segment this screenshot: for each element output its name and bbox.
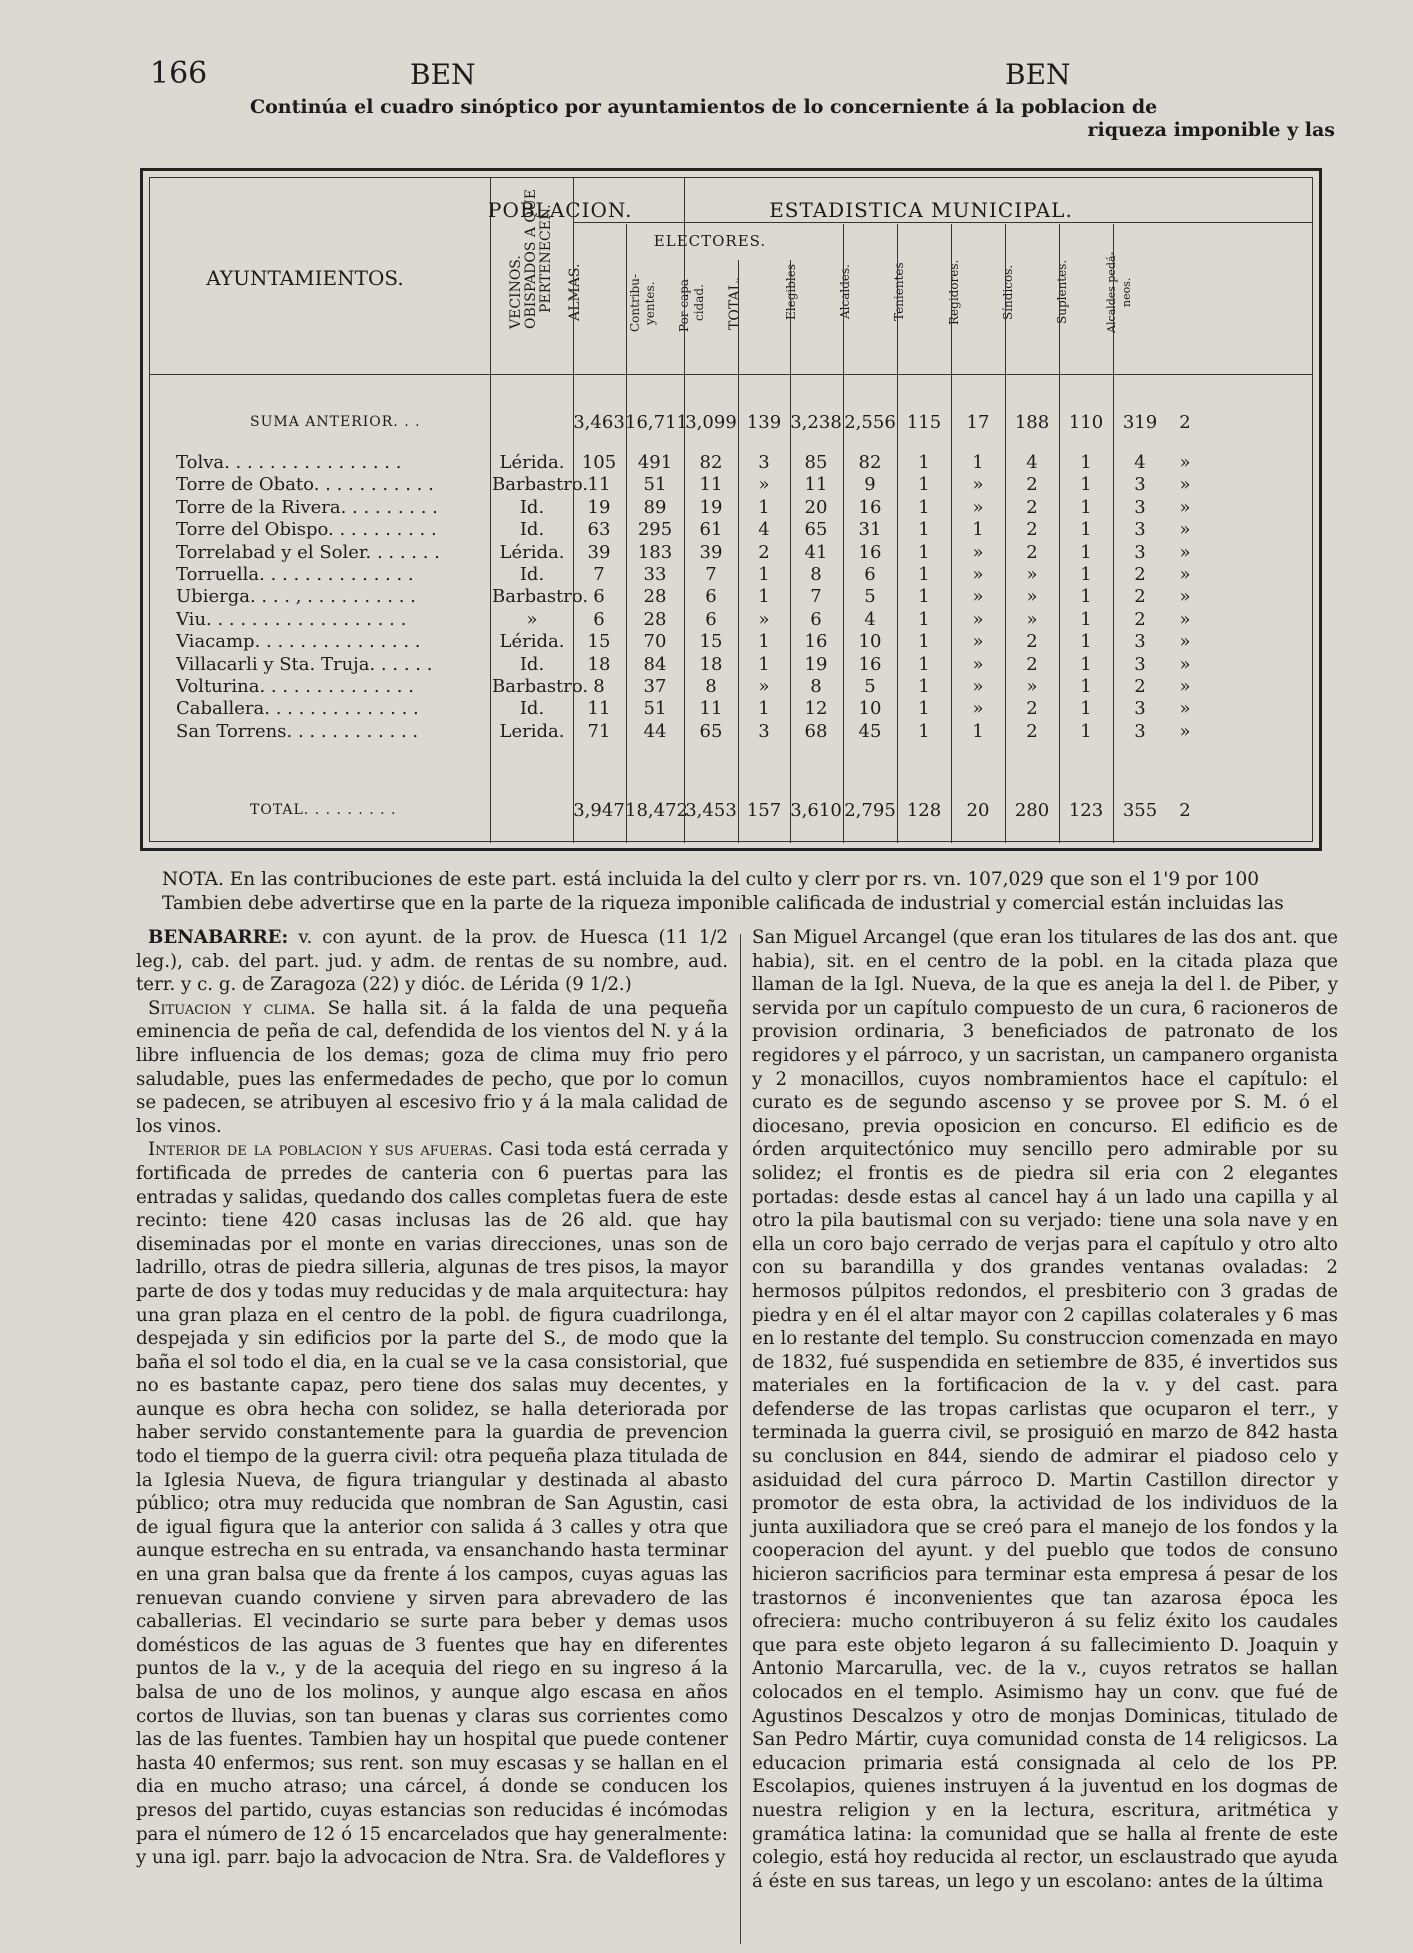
row-cell: 33 [643, 564, 667, 585]
row-cell: 7 [593, 564, 605, 585]
suma-anterior-cell: 3,463 [573, 412, 625, 433]
row-cell: 9 [864, 474, 876, 496]
row-cell: 8 [810, 564, 822, 585]
table-column-rule [951, 224, 952, 843]
row-cell: » [1179, 608, 1191, 630]
row-cell: » [972, 474, 984, 496]
row-cell: 11 [804, 474, 828, 496]
row-cell: 16 [858, 653, 882, 675]
row-obispado: Id. [519, 496, 545, 518]
suma-anterior-cell: 2,556 [844, 412, 896, 433]
col-sindicos: Síndicos. [1001, 264, 1015, 320]
row-cell: 85 [804, 452, 828, 473]
running-head-left: BEN [410, 58, 476, 91]
table-column-rule [490, 178, 491, 843]
row-cell: 1 [972, 519, 984, 541]
row-obispado: Lérida. [499, 631, 565, 653]
suma-anterior-cell: 115 [906, 412, 942, 433]
row-cell: 6 [864, 564, 876, 585]
row-obispado: Id. [519, 698, 545, 720]
total-cell: 280 [1014, 800, 1050, 821]
total-label: TOTAL. . . . . . . . . [250, 802, 397, 818]
row-cell: » [1179, 586, 1191, 608]
row-cell: 3 [1134, 541, 1146, 563]
row-cell: 3 [1134, 698, 1146, 720]
column-divider [740, 934, 741, 1944]
row-obispado: Barbastro. [492, 474, 589, 496]
row-cell: 41 [804, 541, 828, 563]
row-cell: 1 [758, 564, 770, 585]
section-head-interior: Interior de la poblacion y sus afueras. [148, 1139, 494, 1161]
row-cell: 15 [699, 631, 723, 653]
row-cell: 31 [858, 519, 882, 541]
row-cell: » [1179, 496, 1191, 518]
row-cell: 65 [699, 720, 723, 742]
caption-line-2: riqueza imponible y las [1087, 119, 1335, 141]
row-ayuntamiento: Villacarli y Sta. Truja. . . . . . [176, 653, 433, 675]
row-cell: 183 [637, 541, 673, 563]
row-obispado: Id. [519, 653, 545, 675]
row-obispado: Lérida. [499, 452, 565, 473]
row-cell: 7 [705, 564, 717, 585]
suma-anterior-cell: 3,099 [685, 412, 737, 433]
row-cell: 5 [864, 676, 876, 697]
table-column-rule [790, 260, 791, 843]
table-column-rule [897, 224, 898, 843]
row-obispado: Id. [519, 564, 545, 585]
row-cell: 1 [918, 653, 930, 675]
col-alcaldes: Alcaldes. [838, 264, 852, 320]
row-cell: » [758, 608, 770, 630]
table-column-rule [684, 178, 685, 843]
col-almas: ALMAS. [567, 263, 583, 321]
row-cell: 1 [1080, 564, 1092, 585]
row-cell: 1 [1080, 586, 1092, 608]
row-ayuntamiento: Torrelabad y el Soler. . . . . . . [176, 541, 440, 563]
table-column-rule [573, 178, 574, 843]
row-cell: 10 [858, 631, 882, 653]
row-cell: 11 [587, 698, 611, 720]
row-cell: 1 [918, 608, 930, 630]
col-pedaneos: Alcaldes pedá-neos. [1105, 251, 1133, 333]
row-cell: 18 [699, 653, 723, 675]
row-cell: 2 [1134, 676, 1146, 697]
row-cell: 1 [918, 496, 930, 518]
row-cell: 1 [918, 519, 930, 541]
total-cell: 123 [1068, 800, 1104, 821]
row-cell: 6 [593, 586, 605, 608]
row-ayuntamiento: Tolva. . . . . . . . . . . . . . . . [176, 452, 402, 473]
row-ayuntamiento: Torre de la Rivera. . . . . . . . . [176, 496, 438, 518]
row-ayuntamiento: Viu. . . . . . . . . . . . . . . . . . [176, 608, 407, 630]
row-ayuntamiento: San Torrens. . . . . . . . . . . . [176, 720, 419, 742]
row-cell: 7 [810, 586, 822, 608]
row-cell: 1 [1080, 698, 1092, 720]
row-cell: 20 [804, 496, 828, 518]
row-cell: 1 [1080, 452, 1092, 473]
table-column-rule [1005, 224, 1006, 843]
row-cell: 1 [758, 698, 770, 720]
row-cell: 28 [643, 608, 667, 630]
row-ayuntamiento: Torruella. . . . . . . . . . . . . . [176, 564, 414, 585]
row-cell: 3 [1134, 720, 1146, 742]
row-cell: » [1179, 676, 1191, 697]
right-column [752, 926, 1338, 1893]
section-head-situacion: Situacion y clima. [148, 997, 316, 1019]
row-cell: 2 [1134, 564, 1146, 585]
row-cell: » [1179, 564, 1191, 585]
row-cell: 8 [593, 676, 605, 697]
row-cell: 3 [758, 720, 770, 742]
entry-intro: v. con ayunt. de la prov. de Huesca (11 1/2 leg.), cab. del part. jud. y adm. de rentas de su nombre, aud. terr. y c. g. de Zaragoza (22) y dióc. de Lérida (9 1/2.) [136, 927, 728, 996]
row-cell: 2 [1026, 698, 1038, 720]
row-cell: 11 [587, 474, 611, 496]
row-ayuntamiento: Torre del Obispo. . . . . . . . . . [176, 519, 437, 541]
row-cell: 3 [1134, 474, 1146, 496]
row-cell: 1 [918, 474, 930, 496]
suma-anterior-cell: 188 [1014, 412, 1050, 433]
row-cell: 3 [1134, 653, 1146, 675]
suma-anterior-cell: 139 [746, 412, 782, 433]
row-cell: 19 [699, 496, 723, 518]
row-obispado: Lérida. [499, 541, 565, 563]
row-cell: » [972, 676, 984, 697]
row-cell: 61 [699, 519, 723, 541]
row-cell: 2 [1026, 653, 1038, 675]
row-cell: 18 [587, 653, 611, 675]
col-total-electores: TOTAL. [727, 276, 743, 330]
total-cell: 355 [1122, 800, 1158, 821]
row-cell: » [972, 698, 984, 720]
row-cell: » [972, 631, 984, 653]
row-cell: 2 [1134, 608, 1146, 630]
row-cell: 295 [637, 519, 673, 541]
row-cell: 37 [643, 676, 667, 697]
table-column-rule [626, 224, 627, 843]
row-cell: 16 [858, 496, 882, 518]
row-cell: 1 [972, 452, 984, 473]
row-cell: 82 [699, 452, 723, 473]
row-cell: 15 [587, 631, 611, 653]
row-cell: 1 [1080, 631, 1092, 653]
row-cell: » [972, 608, 984, 630]
suma-anterior-cell: 3,238 [790, 412, 842, 433]
row-cell: » [1179, 631, 1191, 653]
table-inner [149, 177, 1313, 842]
row-cell: 51 [643, 698, 667, 720]
row-cell: 6 [593, 608, 605, 630]
row-cell: » [1179, 474, 1191, 496]
table-column-rule [1113, 224, 1114, 843]
row-obispado: » [526, 608, 538, 630]
row-cell: 3 [1134, 631, 1146, 653]
row-cell: 1 [758, 496, 770, 518]
row-cell: 1 [1080, 720, 1092, 742]
row-cell: » [758, 676, 770, 697]
row-ayuntamiento: Volturina. . . . . . . . . . . . . . [176, 676, 414, 697]
row-cell: 1 [1080, 519, 1092, 541]
total-cell: 128 [906, 800, 942, 821]
row-ayuntamiento: Torre de Obato. . . . . . . . . . . [176, 474, 434, 496]
total-cell: 2,795 [844, 800, 896, 821]
row-cell: 1 [918, 586, 930, 608]
row-cell: 3 [758, 452, 770, 473]
col-vecinos: VECINOS. [508, 255, 524, 329]
row-cell: 1 [1080, 474, 1092, 496]
section-situacion: Se halla sit. á la falda de una pequeña eminencia de peña de cal, defendida de los vientos del N. y á la libre influencia de los demas; goza de clima muy frio pero saludable, pues las enfermedades de pecho, que por lo comun se padecen, se atribuyen al escesivo frio y á la mala calidad de los vinos. [136, 997, 728, 1137]
synoptic-table [140, 168, 1322, 851]
row-cell: » [1179, 519, 1191, 541]
table-caption [250, 96, 1335, 142]
caption-line-1: Continúa el cuadro sinóptico por ayuntamientos de lo concerniente á la poblacion de [250, 96, 1158, 118]
row-cell: » [972, 586, 984, 608]
row-cell: » [1026, 676, 1038, 697]
col-elegibles: Elegibles [784, 264, 798, 320]
row-cell: » [972, 564, 984, 585]
row-cell: 1 [972, 720, 984, 742]
note-line-1: NOTA. En las contribuciones de este part. está incluida la del culto y clerr por rs. vn. 107,029 que son el 1'9 por 100 [162, 869, 1259, 890]
row-ayuntamiento: Caballera. . . . . . . . . . . . . . [176, 698, 419, 720]
suma-anterior-cell: 110 [1068, 412, 1104, 433]
row-cell: 1 [1080, 496, 1092, 518]
row-cell: 1 [918, 452, 930, 473]
row-cell: 8 [810, 676, 822, 697]
row-cell: 105 [581, 452, 617, 473]
page-number: 166 [150, 56, 208, 91]
row-cell: 4 [758, 519, 770, 541]
row-cell: 491 [637, 452, 673, 473]
row-ayuntamiento: Viacamp. . . . . . . . . . . . . . . [176, 631, 421, 653]
table-row-rule [150, 374, 1312, 375]
section-interior: Casi toda está cerrada y fortificada de prredes de canteria con 6 puertas para las entradas y salidas, quedando dos calles completas fuera de este recinto: tiene 420 casas inclusas las de 26 ald. que hay diseminadas por el monte en varias direcciones, unas son de ladrillo, otras de piedra silleria, algunas de tres pisos, la mayor parte de dos y todas muy reducidas y de mala arquitectura: hay una gran plaza en el centro de la pobl. de figura cuadrilonga, despejada y sin edificios por la parte del S., de modo que la baña el sol todo el dia, en la cual se ve la casa consistorial, que no es bastante capaz, pero tiene dos salas muy decentes, y aunque es obra hecha con solidez, se halla deteriorada por haber servido constantemente para la guardia de prevencion todo el tiempo de la guerra civil: otra pequeña plaza titulada de la Iglesia Nueva, de figura triangular y destinada al abasto público; otra muy reducida que nombran de San Agustin, casi de igual figura que la anterior con salida á 3 calles y otra que aunque estrecha en su entrada, va ensanchando hasta terminar en una gran balsa que da frente á los campos, cuyas aguas las renuevan cuando conviene y sirven para abrevadero de las caballerias. El vecindario se surte para beber y demas usos domésticos de las aguas de 3 fuentes que hay en diferentes puntos de la v., y de la acequia del riego en su ingreso á la balsa de uno de los molinos, y aunque algo escasa en años cortos de lluvias, son tan buenas y claras sus corrientes como las de las fuentes. Tambien hay un hospital que puede contener hasta 40 enfermos; sus rent. son muy escasas y se hallan en el dia en mucho atraso; una cárcel, á donde se conducen los presos del partido, cuyas estancias son reducidas é incómodas para el número de 12 ó 15 encarcelados que hay generalmente: y una igl. parr. bajo la advocacion de Ntra. Sra. de Valdeflores y [136, 1139, 728, 1869]
row-cell: 4 [1026, 452, 1038, 473]
note-line-2: Tambien debe advertirse que en la parte de la riqueza imponible calificada de industrial y comercial están incluidas las [162, 893, 1284, 914]
row-cell: 1 [1080, 541, 1092, 563]
row-cell: 1 [1080, 608, 1092, 630]
row-cell: 1 [918, 720, 930, 742]
row-cell: 1 [758, 586, 770, 608]
row-cell: 11 [699, 698, 723, 720]
row-cell: » [1026, 564, 1038, 585]
total-cell: 3,610 [790, 800, 842, 821]
row-cell: 4 [864, 608, 876, 630]
row-obispado: Lerida. [499, 720, 565, 742]
col-regidores: Regidores. [947, 259, 961, 325]
row-cell: 39 [587, 541, 611, 563]
row-cell: 63 [587, 519, 611, 541]
row-cell: 71 [587, 720, 611, 742]
row-cell: 2 [1026, 496, 1038, 518]
row-ayuntamiento: Ubierga. . . . , . . . . . . . . . . [176, 586, 416, 608]
row-cell: » [1026, 586, 1038, 608]
row-cell: 2 [758, 541, 770, 563]
row-cell: » [972, 653, 984, 675]
col-ayuntamientos: AYUNTAMIENTOS. [206, 266, 404, 290]
row-cell: 2 [1026, 474, 1038, 496]
row-cell: 1 [758, 653, 770, 675]
row-cell: 82 [858, 452, 882, 473]
row-cell: 70 [643, 631, 667, 653]
row-cell: » [1179, 452, 1191, 473]
table-note [162, 868, 1342, 916]
row-obispado: Barbastro. [492, 676, 589, 697]
row-cell: 39 [699, 541, 723, 563]
row-cell: 1 [918, 564, 930, 585]
row-cell: » [1179, 720, 1191, 742]
row-cell: 19 [587, 496, 611, 518]
row-obispado: Barbastro. [492, 586, 589, 608]
row-cell: 1 [918, 676, 930, 697]
row-cell: 16 [858, 541, 882, 563]
row-cell: 1 [918, 631, 930, 653]
row-obispado: Id. [519, 519, 545, 541]
row-cell: » [972, 496, 984, 518]
col-electores: ELECTORES. [653, 232, 767, 250]
row-cell: 6 [705, 608, 717, 630]
row-cell: » [1179, 653, 1191, 675]
row-cell: 8 [705, 676, 717, 697]
col-capacidad: Por capa-cidad. [677, 274, 706, 332]
total-cell: 3,947 [573, 800, 625, 821]
row-cell: 6 [705, 586, 717, 608]
row-cell: 45 [858, 720, 882, 742]
row-cell: 1 [1080, 676, 1092, 697]
left-column [136, 926, 728, 1870]
row-cell: 12 [804, 698, 828, 720]
table-column-rule [738, 260, 739, 843]
row-cell: 3 [1134, 519, 1146, 541]
total-cell: 18,472 [625, 800, 688, 821]
row-cell: 10 [858, 698, 882, 720]
row-cell: 28 [643, 586, 667, 608]
suma-anterior-cell: 17 [966, 412, 990, 433]
row-cell: » [758, 474, 770, 496]
row-cell: 2 [1134, 586, 1146, 608]
row-cell: 51 [643, 474, 667, 496]
running-head-right: BEN [1005, 58, 1071, 91]
row-cell: » [1179, 698, 1191, 720]
row-cell: 1 [918, 698, 930, 720]
row-cell: 68 [804, 720, 828, 742]
row-cell: » [972, 541, 984, 563]
row-cell: 84 [643, 653, 667, 675]
col-estadistica: ESTADISTICA MUNICIPAL. [769, 198, 1073, 222]
total-cell: 157 [746, 800, 782, 821]
row-cell: 16 [804, 631, 828, 653]
table-column-rule [1059, 224, 1060, 843]
total-cell: 3,453 [685, 800, 737, 821]
suma-anterior-cell: 2 [1179, 412, 1191, 433]
row-cell: » [1026, 608, 1038, 630]
row-cell: 2 [1026, 541, 1038, 563]
row-cell: 4 [1134, 452, 1146, 473]
row-cell: 11 [699, 474, 723, 496]
row-cell: 2 [1026, 519, 1038, 541]
row-cell: 1 [918, 541, 930, 563]
col-obispados: OBISPADOS A QUE PERTENECEN. [523, 189, 554, 329]
col-suplentes: Suplentes. [1055, 259, 1069, 325]
row-cell: 3 [1134, 496, 1146, 518]
total-cell: 2 [1179, 800, 1191, 821]
row-cell: 1 [1080, 653, 1092, 675]
table-row-rule [573, 222, 1312, 223]
row-cell: 6 [810, 608, 822, 630]
row-cell: 89 [643, 496, 667, 518]
entry-headword: BENABARRE: [148, 927, 289, 948]
row-cell: 65 [804, 519, 828, 541]
total-cell: 20 [966, 800, 990, 821]
col-tenientes: Tenientes [892, 262, 906, 322]
col-contribuyentes: Contribu-yentes. [628, 274, 657, 332]
row-cell: » [1179, 541, 1191, 563]
suma-anterior-cell: 16,711 [625, 412, 688, 433]
col-poblacion: POBLACION. [488, 198, 633, 222]
row-cell: 44 [643, 720, 667, 742]
row-cell: 2 [1026, 720, 1038, 742]
row-cell: 2 [1026, 631, 1038, 653]
suma-anterior-label: SUMA ANTERIOR. . . [250, 414, 421, 430]
suma-anterior-cell: 319 [1122, 412, 1158, 433]
row-cell: 1 [758, 631, 770, 653]
table-column-rule [843, 224, 844, 843]
row-cell: 5 [864, 586, 876, 608]
row-cell: 19 [804, 653, 828, 675]
right-column-text: San Miguel Arcangel (que eran los titulares de las dos ant. que habia), sit. en el centro de la pobl. en la citada plaza que llaman de la Igl. Nueva, de la que es aneja la del l. de Piber, y servida por un capítulo compuesto de un cura, 6 racioneros de provision ordinaria, 3 beneficiados de patronato de los regidores y el párroco, y un sacristan, un campanero organista y 2 monacillos, cuyos nombramientos hace el capítulo: el curato es de segundo ascenso y se provee por S. M. ó el diocesano, previa oposicion en concurso. El edificio es de órden arquitectónico muy sencillo pero admirable por su solidez; el frontis es de piedra sil eria con 2 elegantes portadas: desde estas al cancel hay á un lado una capilla y al otro la pila bautismal con su verjado: tiene una sola nave y en ella un coro bajo cerrado de verjas para el capítulo y otro alto con su barandilla y dos grandes ventanas ovaladas: 2 hermosos púlpitos redondos, el presbiterio con 3 gradas de piedra y en él el altar mayor con 2 capillas colaterales y 6 mas en lo restante del templo. Su construccion comenzada en mayo de 1832, fué suspendida en setiembre de 835, é invertidos sus materiales en la fortificacion de la v. y del cast. para defenderse de las tropas carlistas que ocuparon el terr., y terminada la guerra civil, se prosiguió en marzo de 842 hasta su conclusion en 844, siendo de admirar el piadoso celo y asiduidad del cura párroco D. Martin Castillon director y promotor de esta obra, la actividad de los individuos de la junta auxiliadora que se creó para el manejo de los fondos y la cooperacion del ayunt. y del pueblo que todos de consuno hicieron sacrificios para terminar esta empresa á pesar de los trastornos é inconvenientes que tan azarosa época les ofreciera: mucho contribuyeron á su feliz éxito los caudales que para este objeto legaron á su fallecimiento D. Joaquin y Antonio Marcarulla, vec. de la v., cuyos retratos se hallan colocados en el templo. Asimismo hay un conv. que fué de Agustinos Descalzos y otro de monjas Dominicas, titulado de San Pedro Mártir, cuya comunidad consta de 14 religicsos. La educacion primaria está consignada al celo de los PP. Escolapios, quienes instruyen á la juventud en los dogmas de nuestra religion y en la lectura, escritura, aritmética y gramática latina: la comunidad que se halla al frente de este colegio, está hoy reducida al rector, un esclaustrado que ayuda á éste en sus tareas, un lego y un escolano: antes de la última [752, 927, 1338, 1892]
